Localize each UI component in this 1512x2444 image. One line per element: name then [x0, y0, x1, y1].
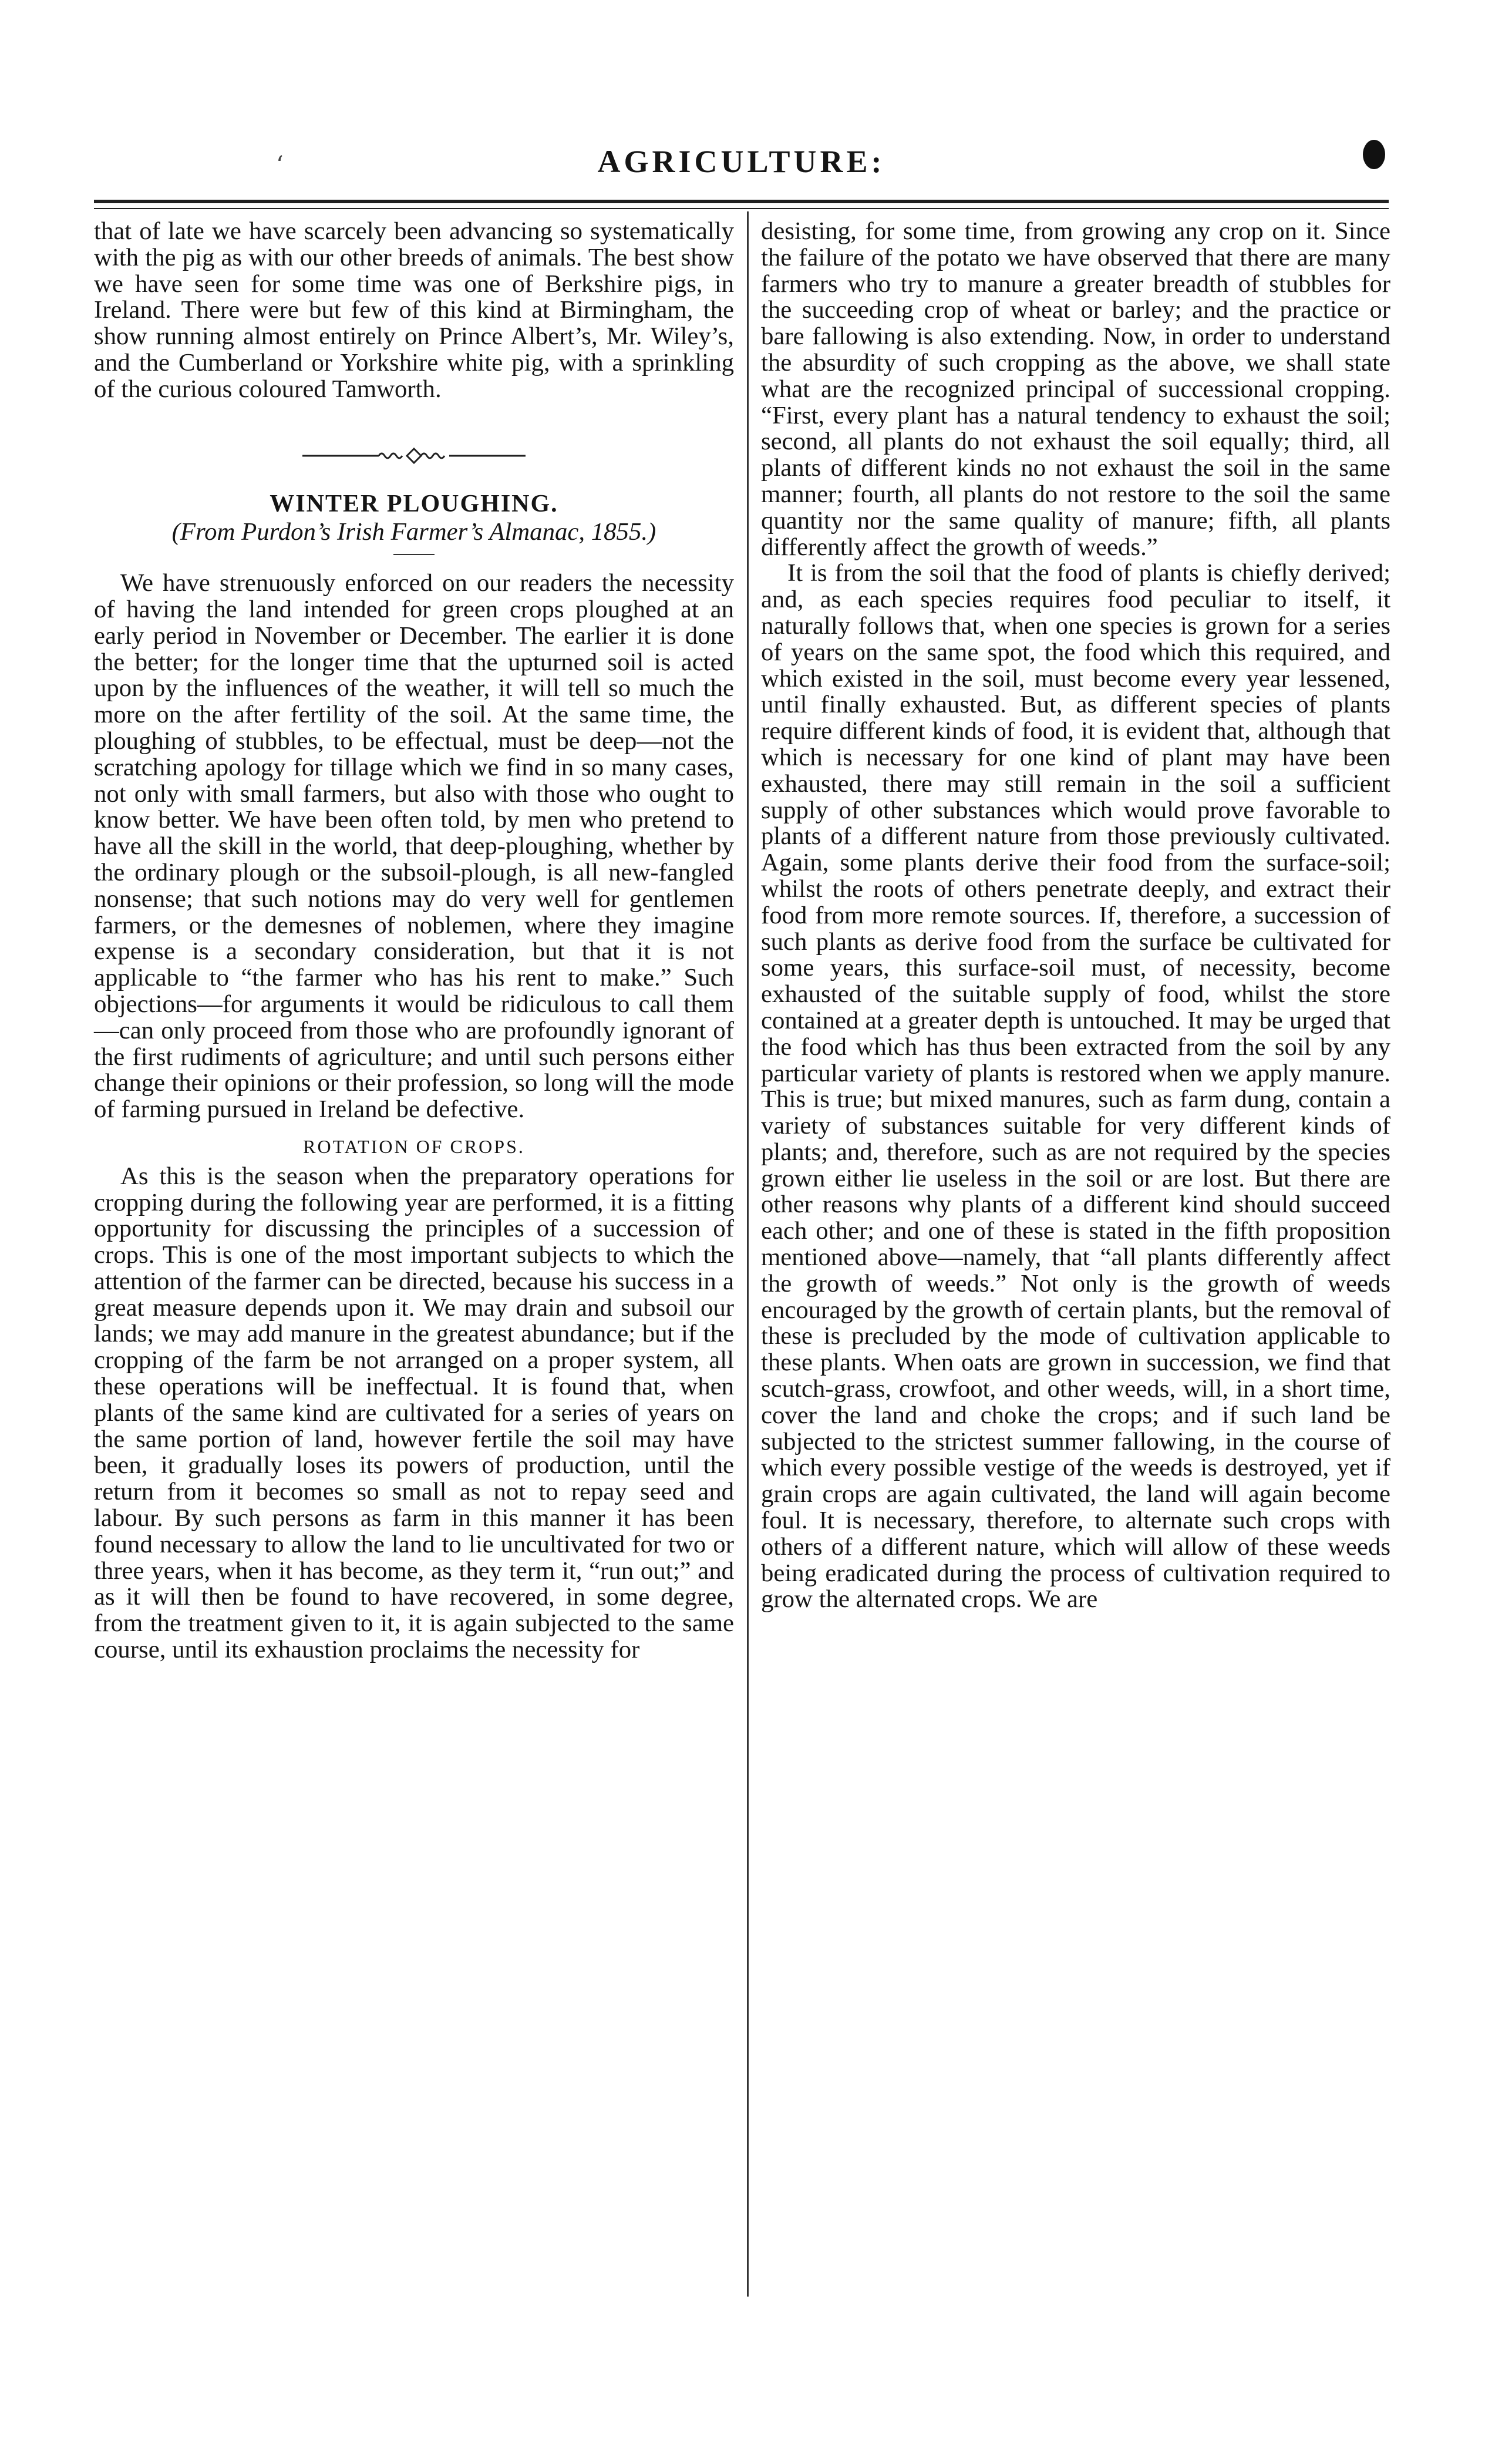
article-paragraph: We have strenuously enforced on our readers the necessity of having the land intended for green crops ploughed at an early period in November or December. The earlier it is done the better; for the longer time that the upturned soil is acted upon by the influences of the weather, it will tell so much the more on the after fertility of the soil. At the same time, the ploughing of stubbles, to be effectual, must be deep—not the scratching apology for tillage which we find in so many cases, not only with small farmers, but also with those who ought to know better. We have been often told, by men who pretend to have all the skill in the world, that deep-ploughing, whether by the ordinary plough or the subsoil-plough, is all new-fangled nonsense; that such notions may do very well for gentlemen farmers, or the demesnes of noblemen, where they imagine expense is a secondary consideration, but that it is not applicable to “the farmer who has his rent to make.” Such objections—for arguments it would be ridiculous to call them—can only proceed from those who are profoundly ignorant of the first rudiments of agriculture; and until such persons either change their opinions or their profession, so long will the mode of farming pursued in Ireland be defective. [94, 569, 734, 1124]
title-short-rule [393, 554, 435, 555]
continued-paragraph: desisting, for some time, from growing any crop on it. Since the failure of the potato we have observed that there are many farmers who try to manure a greater breadth of stubbles for the succeeding crop of wheat or barley; and the practice or bare fallowing is also extending. Now, in order to understand the absurdity of such cropping as the above, we shall state what are the recognized principal of successional cropping. “First, every plant has a natural tendency to exhaust the soil; second, all plants do not exhaust the soil equally; third, all plants of different kinds no not exhaust the soil in the same manner; fourth, all plants do not restore to the soil the same quantity nor the same quality of manure; fifth, all plants differently affect the growth of weeds.” [761, 217, 1390, 561]
article-source: (From Purdon’s Irish Farmer’s Almanac, 1855.) [171, 518, 656, 546]
page-number-blot-icon [1363, 140, 1385, 169]
article-title: WINTER PLOUGHING. [270, 490, 558, 517]
decorative-rule-ornament-icon [302, 444, 526, 468]
article-paragraph: As this is the season when the preparatory operations for cropping during the following year are performed, it is a fitting opportunity for discussing the principles of a succession of crops. This is one of the most important subjects to which the attention of the farmer can be directed, because his success in a great measure depends upon it. We may drain and subsoil our lands; we may add manure in the greatest abundance; but if the cropping of the farm be not arranged on a proper system, all these operations will be ineffectual. It is found that, when plants of the same kind are cultivated for a series of years on the same portion of land, however fertile the soil may have been, it gradually loses its powers of production, until the return from it becomes so small as not to repay seed and labour. By such persons as farm in this manner it has been found necessary to allow the land to lie uncultivated for two or three years, when it has become, as they term it, “run out;” and as it will then be found to have recovered, in some degree, from the treatment given to it, it is again subjected to the same course, until its exhaustion proclaims the necessity for [94, 1162, 734, 1664]
left-column [94, 218, 734, 1663]
header-rule-thin [94, 208, 1389, 209]
right-column [761, 218, 1390, 1613]
header-tick-mark: ‘ [276, 152, 284, 179]
section-heading: ROTATION OF CROPS. [303, 1135, 525, 1157]
page-header [94, 130, 1389, 195]
running-title: AGRICULTURE: [597, 144, 885, 179]
header-rule-thick [94, 200, 1389, 203]
continued-paragraph: that of late we have scarcely been advancing so systematically with the pig as with our other breeds of animals. The best show we have seen for some time was one of Berkshire pigs, in Ireland. There were but few of this kind at Birmingham, the show running almost entirely on Prince Albert’s, Mr. Wiley’s, and the Cumberland or Yorkshire white pig, with a sprinkling of the curious coloured Tamworth. [94, 217, 734, 403]
column-divider [747, 211, 749, 2297]
article-paragraph: It is from the soil that the food of plants is chiefly derived; and, as each species requires food peculiar to itself, it naturally follows that, when one species is grown for a series of years on the same spot, the food which this required, and which existed in the soil, must become every year lessened, until finally exhausted. But, as different species of plants require different kinds of food, it is evident that, although that which is necessary for one kind of plant may have been exhausted, there may still remain in the soil a sufficient supply of other substances which would prove favorable to plants of a different nature from those previously cultivated. Again, some plants derive their food from the surface-soil; whilst the roots of others penetrate deeply, and extract their food from more remote sources. If, therefore, a succession of such plants as derive food from the surface be cultivated for some years, this surface-soil must, of necessity, become exhausted of the suitable supply of food, whilst the store contained at a greater depth is untouched. It may be urged that the food which has thus been extracted from the soil by any particular variety of plants is restored when we apply manure. This is true; but mixed manures, such as farm dung, contain a variety of substances suitable for very different kinds of plants; and, therefore, such as are not required by the species grown either lie useless in the soil or are lost. But there are other reasons why plants of a different kind should succeed each other; and one of these is stated in the fifth proposition mentioned above—namely, that “all plants differently affect the growth of weeds.” Not only is the growth of weeds encouraged by the growth of certain plants, but the removal of these is precluded by the mode of cultivation applicable to these plants. When oats are grown in succession, we find that scutch-grass, crowfoot, and other weeds, will, in a short time, cover the land and choke the crops; and if such land be subjected to the strictest summer fallowing, in the course of which every possible vestige of the weeds is destroyed, yet if grain crops are again cultivated, the land will again become foul. It is necessary, therefore, to alternate such crops with others of a different nature, which will allow of these weeds being eradicated during the process of cultivation required to grow the alternated crops. We are [761, 559, 1390, 1613]
